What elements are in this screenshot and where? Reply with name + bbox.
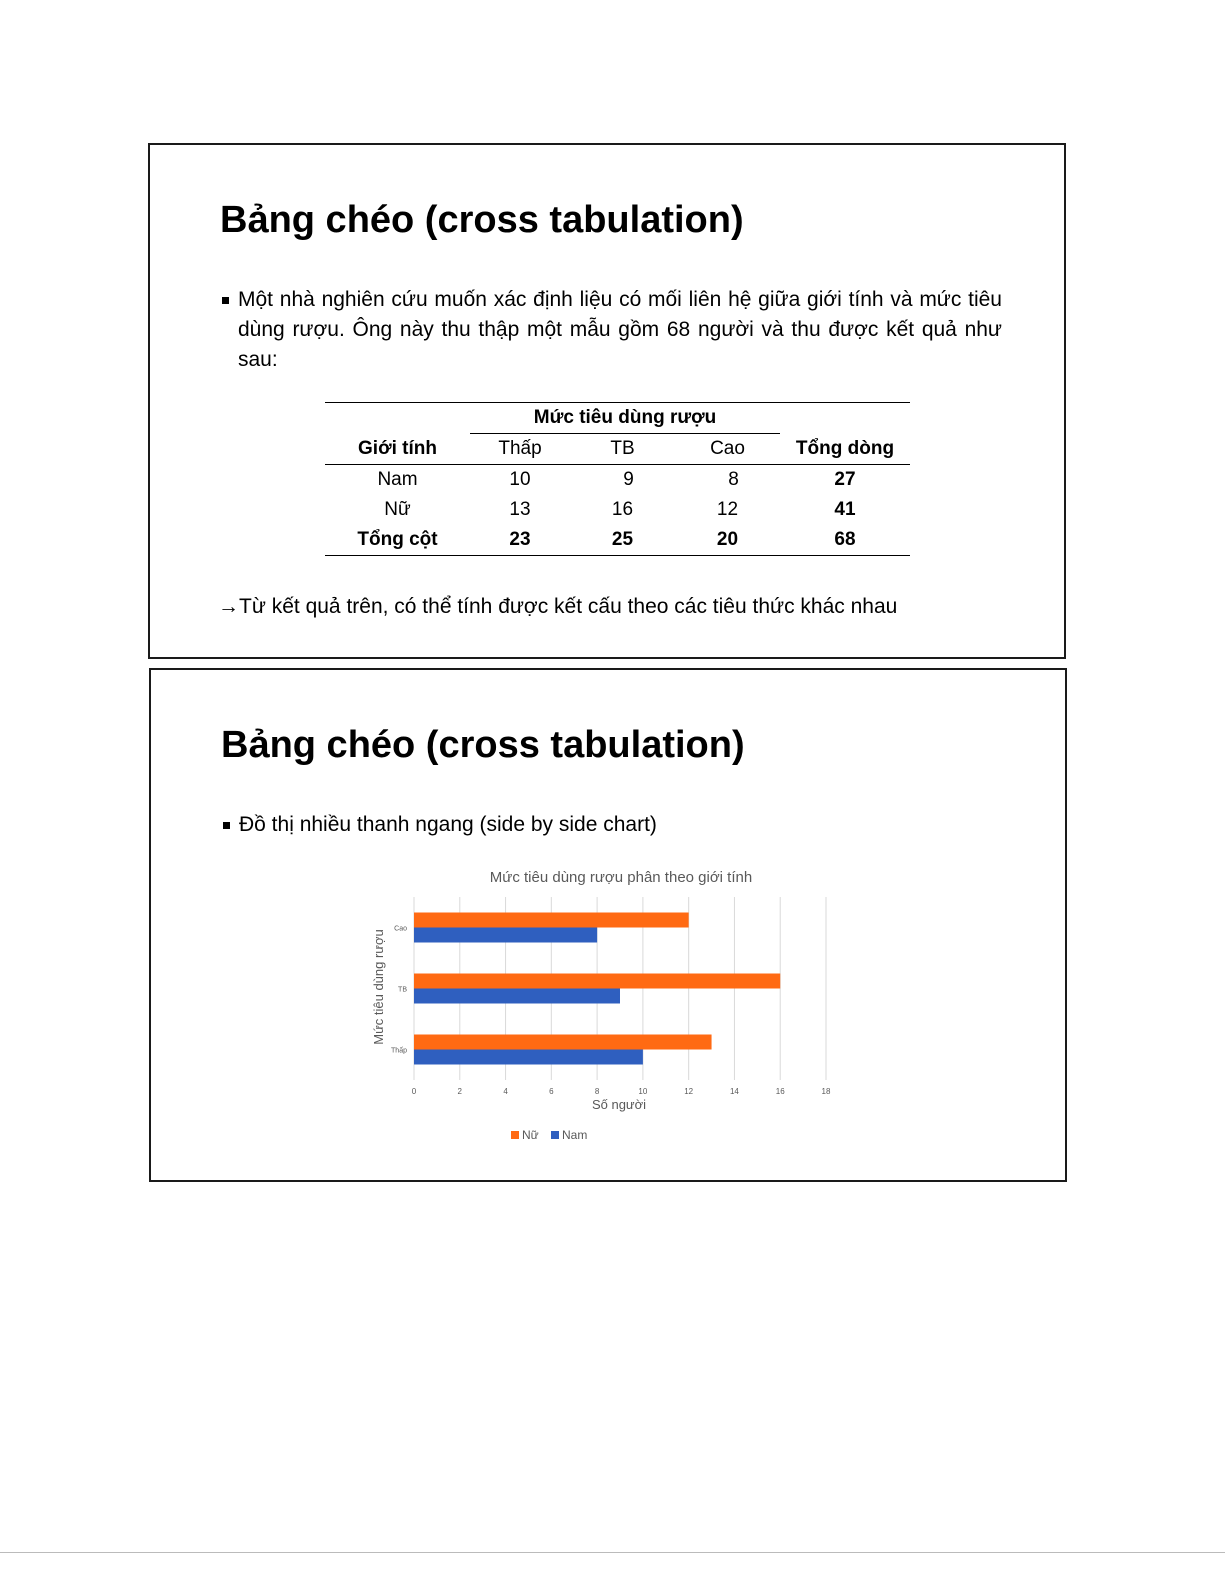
chart-bars	[414, 913, 780, 1065]
bar-chart	[351, 862, 851, 1162]
table-cell: 9	[623, 469, 634, 490]
slide-1-bullet-text: Một nhà nghiên cứu muốn xác định liệu có mối liên hệ giữa giới tính và mức tiêu dùng rượu. Ông này thu thập một mẫu gồm 68 người và thu được kết quả như sau:	[238, 288, 1002, 371]
x-tick-labels	[412, 1087, 831, 1096]
row-header: Giới tính	[325, 434, 470, 465]
chart-legend	[511, 1128, 587, 1142]
conclusion-text: →Từ kết quả trên, có thể tính được kết cấu theo các tiêu thức khác nhau	[218, 595, 898, 618]
bar-Nam-TB	[414, 989, 620, 1004]
row-label: Nữ	[384, 499, 411, 520]
y-tick-label: Thấp	[391, 1047, 407, 1055]
legend-label: Nam	[562, 1128, 588, 1142]
chart-title: Mức tiêu dùng rượu phân theo giới tính	[489, 869, 753, 886]
y-tick-labels	[391, 926, 407, 1055]
x-tick-label: 2	[457, 1087, 463, 1096]
square-bullet-icon	[222, 297, 229, 304]
col-header: Thấp	[470, 434, 570, 465]
bar-Nữ-TB	[414, 974, 780, 989]
legend-swatch	[511, 1131, 519, 1139]
x-axis-label: Số người	[591, 1097, 647, 1112]
bar-Nam-Thấp	[414, 1050, 643, 1065]
x-tick-label: 12	[684, 1087, 694, 1096]
table-row	[325, 525, 910, 556]
legend-swatch	[551, 1131, 559, 1139]
cross-tab-table	[325, 402, 910, 556]
x-tick-label: 10	[638, 1087, 648, 1096]
slide-2-title: Bảng chéo (cross tabulation)	[221, 724, 745, 766]
y-tick-label: Cao	[394, 925, 407, 933]
table-cell: 41	[834, 499, 856, 520]
slide-2-bullet-text: Đồ thị nhiều thanh ngang (side by side chart)	[239, 813, 657, 836]
row-label: Tổng cột	[325, 525, 470, 556]
bar-Nữ-Cao	[414, 913, 689, 928]
slide-1-bullet	[222, 285, 1002, 375]
slide-2	[149, 668, 1067, 1182]
table-cell: 13	[509, 499, 531, 520]
x-tick-label: 4	[503, 1087, 508, 1096]
col-header: TB	[570, 434, 675, 465]
col-header: Cao	[675, 434, 780, 465]
col-header: Tổng dòng	[780, 434, 910, 465]
slide-1	[148, 143, 1066, 659]
table-cell: 68	[780, 525, 910, 556]
x-tick-label: 0	[411, 1087, 417, 1096]
table-cell: 27	[834, 469, 856, 490]
page-rule	[0, 1552, 1225, 1553]
bar-Nam-Cao	[414, 928, 597, 943]
x-tick-label: 6	[549, 1087, 554, 1096]
table-cell: 10	[509, 469, 531, 490]
bar-Nữ-Thấp	[414, 1035, 712, 1050]
table-cell: 25	[570, 525, 675, 556]
table-cell: 20	[675, 525, 780, 556]
table-cell: 16	[611, 499, 634, 520]
x-tick-label: 14	[729, 1087, 739, 1096]
table-cell: 12	[716, 499, 739, 520]
table-cell: 8	[728, 469, 739, 490]
table-cell: 23	[470, 525, 570, 556]
table-row	[325, 495, 910, 525]
x-tick-label: 8	[594, 1087, 600, 1096]
slide-1-title: Bảng chéo (cross tabulation)	[220, 199, 744, 241]
table-row	[325, 465, 910, 496]
legend-label: Nữ	[522, 1128, 539, 1142]
y-axis-label: Mức tiêu dùng rượu	[371, 929, 386, 1045]
square-bullet-icon	[223, 822, 230, 829]
y-tick-label: TB	[398, 986, 407, 994]
x-tick-label: 18	[821, 1087, 831, 1096]
x-tick-label: 16	[775, 1087, 785, 1096]
group-header: Mức tiêu dùng rượu	[470, 403, 780, 434]
slide-2-bullet	[223, 810, 923, 840]
row-label: Nam	[377, 469, 418, 490]
